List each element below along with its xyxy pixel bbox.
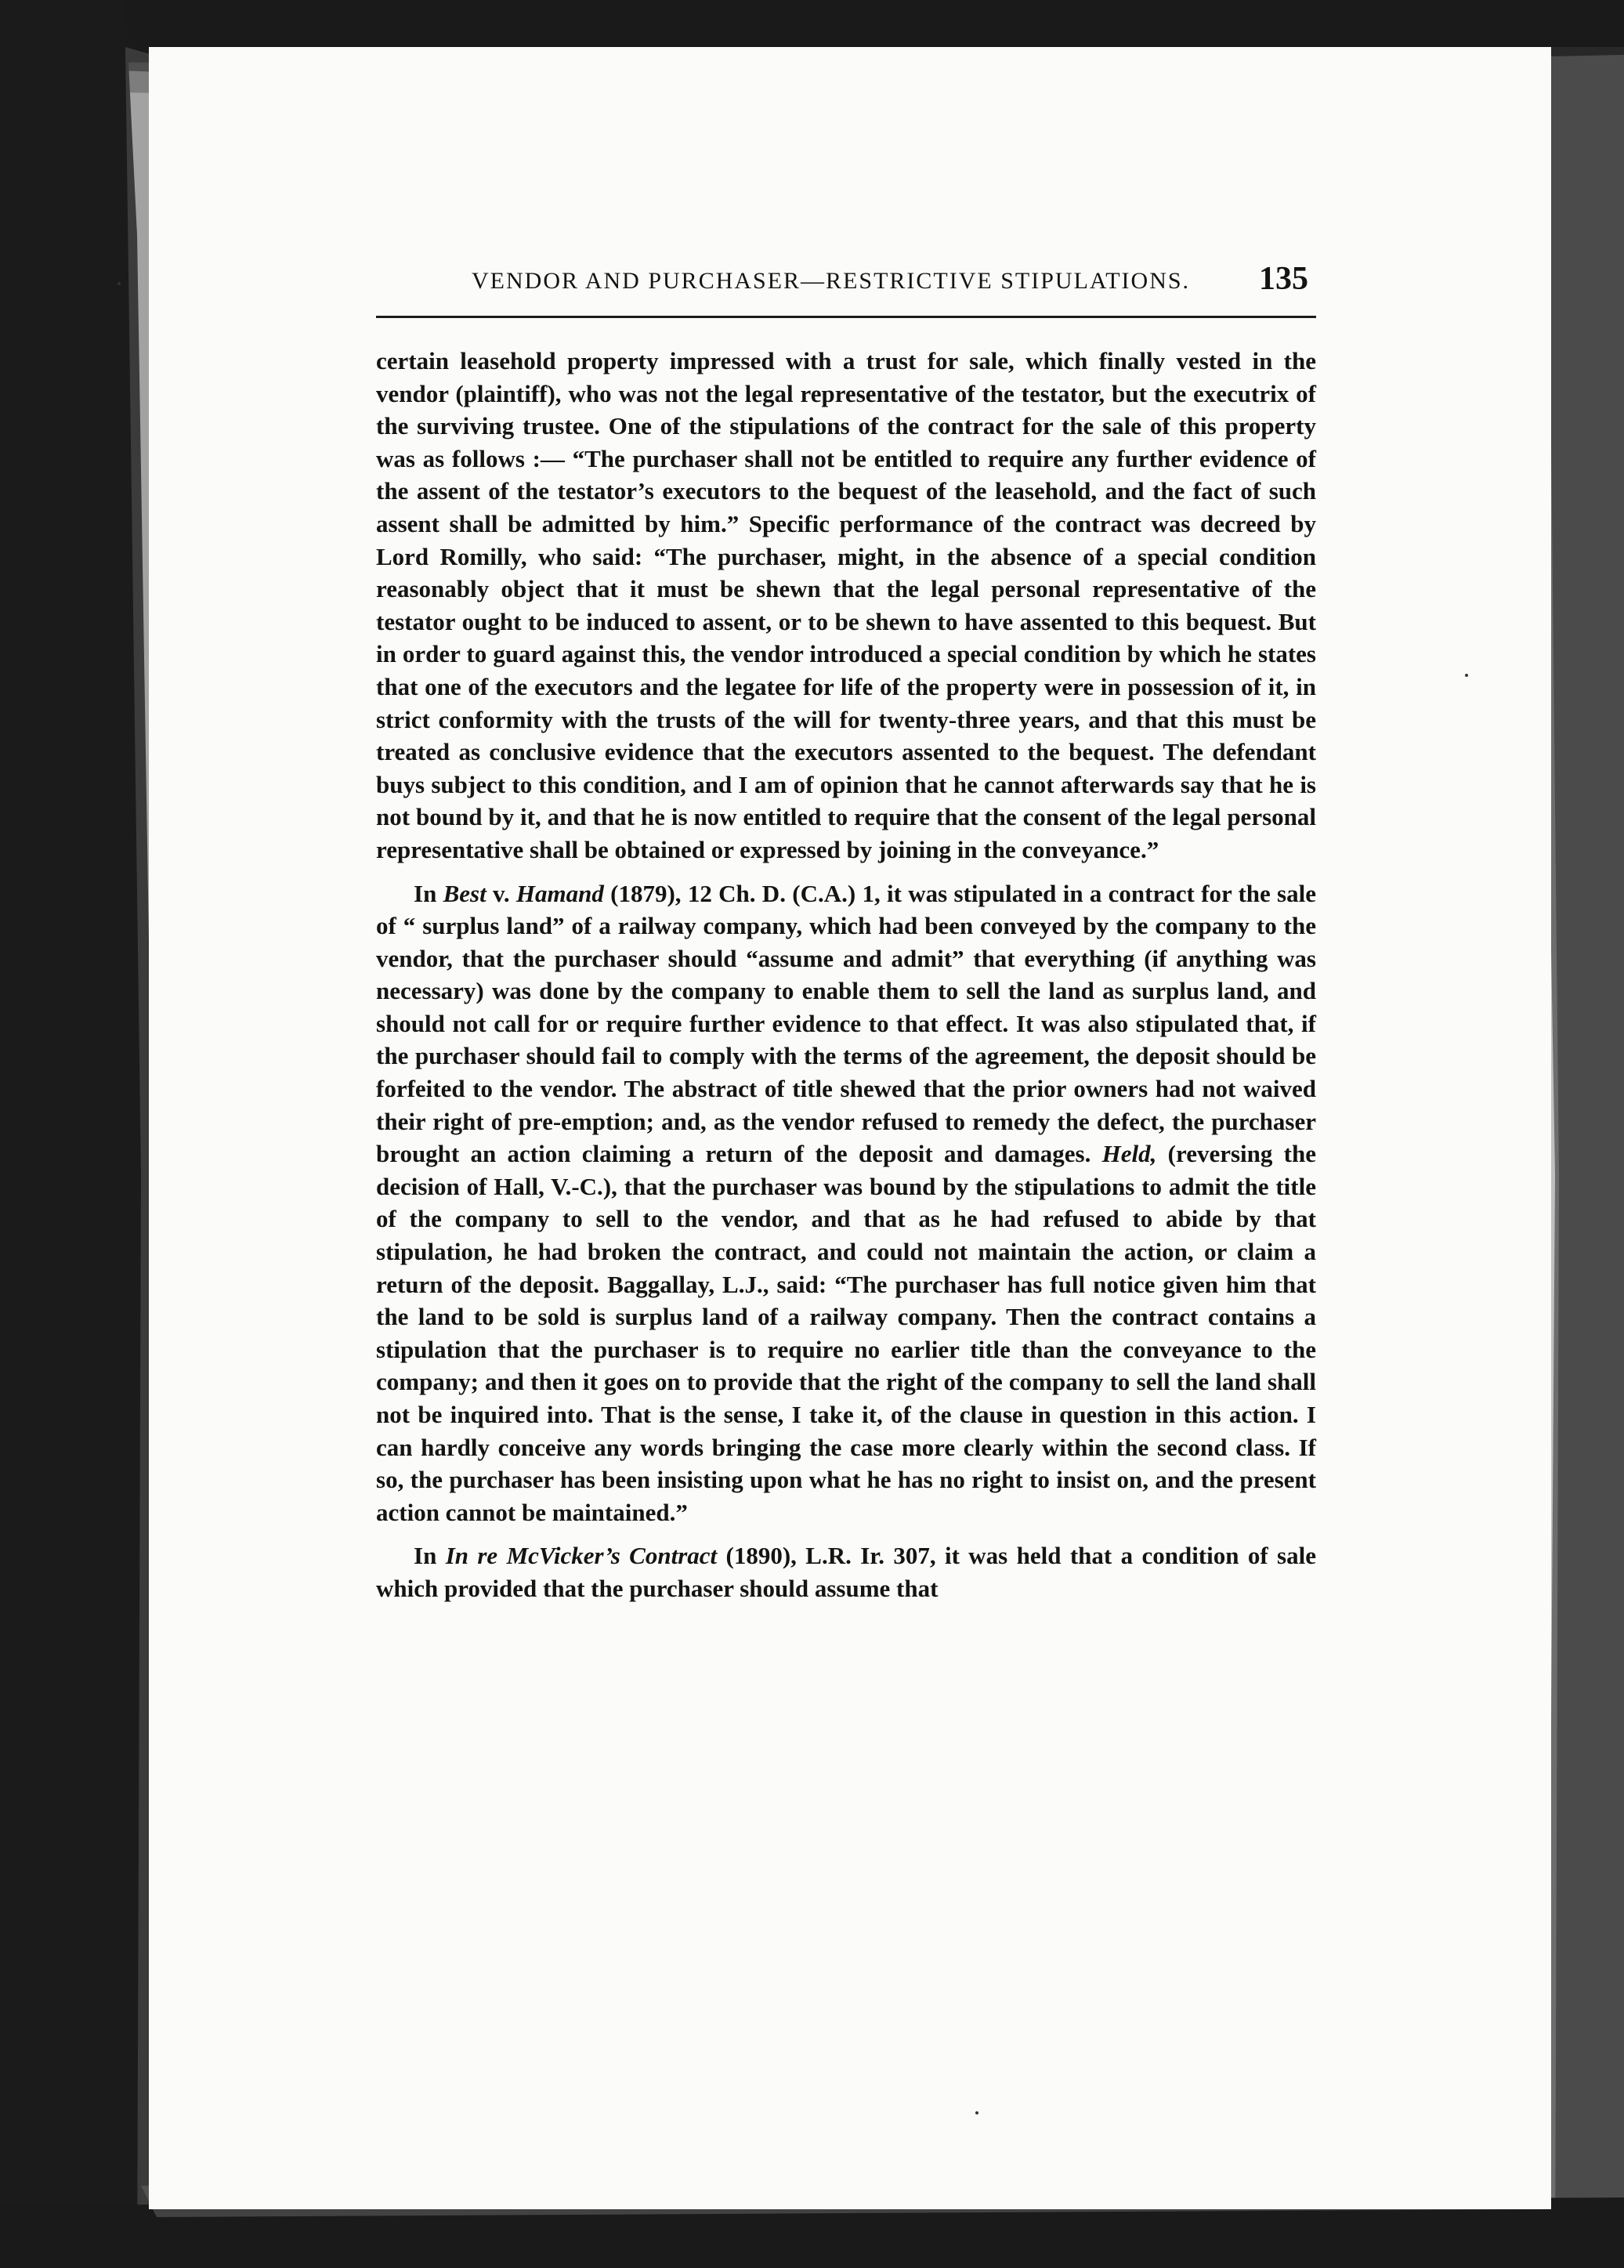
page-header (376, 235, 1316, 306)
speck-mark (975, 2111, 978, 2114)
paragraph-mcvicker (376, 1539, 1316, 1604)
paragraph-best-v-hamand (376, 877, 1316, 1529)
paragraph-text: (1890), L.R. Ir. 307, it was held that a condition of sale which provided that the purchaser should assume that (376, 1542, 1316, 1602)
page-number: 135 (1259, 261, 1308, 297)
speck-mark (1465, 674, 1468, 677)
paragraph-text-continued: (reversing the decision of Hall, V.-C.), that the purchaser was bound by the stipulations to admit the title of the company to sell to the vendor, and that as he had refused to abide by that stipulation, he had broken the contract, and could not maintain the action, or claim a return of the deposit. Baggallay, L.J., said: “The purchaser has full notice given him that the land to be sold is surplus land of a railway company. Then the contract contains a stipulation that the purchaser is to require no earlier title than the conveyance to the company; and then it goes on to provide that the right of the company to sell the land shall not be inquired into. That is the sense, I take it, of the clause in question in this action. I can hardly conceive any words bringing the case more clearly within the second class. If so, the purchaser has been insisting upon what he has no right to insist on, and the present action cannot be maintained.” (376, 1140, 1316, 1526)
speck-mark (118, 282, 121, 285)
paragraph-intro: In (414, 879, 443, 907)
header-rule (376, 316, 1316, 318)
body-text (376, 345, 1316, 1605)
case-name-best: Best (443, 879, 486, 907)
running-head: VENDOR AND PURCHASER—RESTRICTIVE STIPULATIONS. (472, 268, 1191, 294)
paragraph-text: (1879), 12 Ch. D. (C.A.) 1, it was stipulated in a contract for the sale of “ surplus land” of a railway company, which had been conveyed by the company to the vendor, that the purchaser should “assume and admit” that everything (if anything was necessary) was done by the company to enable them to sell the land as surplus land, and should not call for or require further evidence to that effect. It was also stipulated that, if the purchaser should fail to comply with the terms of the agreement, the deposit should be forfeited to the vendor. The abstract of title shewed that the prior owners had not waived their right of pre-emption; and, as the vendor refused to remedy the defect, the purchaser brought an action claiming a return of the deposit and damages. (376, 879, 1316, 1168)
paragraph-continuation: certain leasehold property impressed with a trust for sale, which finally vested in the vendor (plaintiff), who was not the legal representative of the testator, but the executrix of the surviving trustee. One of the stipulations of the contract for the sale of this property was as follows :— “The purchaser shall not be entitled to require any further evidence of the assent of the testator’s executors to the bequest of the leasehold, and the fact of such assent shall be admitted by him.” Specific performance of the contract was decreed by Lord Romilly, who said: “The purchaser, might, in the absence of a special condition reasonably object that it must be shewn that the legal personal representative of the testator ought to be induced to assent, or to be shewn to have assented to this bequest. But in order to guard against this, the vendor introduced a special condition by which he states that one of the executors and the legatee for life of the property were in possession of it, in strict conformity with the trusts of the will for twenty-three years, and that this must be treated as conclusive evidence that the executors assented to the bequest. The defendant buys subject to this condition, and I am of opinion that he cannot afterwards say that he is not bound by it, and that he is now entitled to require that the consent of the legal personal representative shall be obtained or expressed by joining in the conveyance.” (376, 347, 1316, 863)
held-label: Held, (1101, 1140, 1157, 1168)
paragraph-intro: In (414, 1542, 446, 1570)
versus-text: v. (486, 879, 516, 907)
case-name-hamand: Hamand (515, 879, 604, 907)
case-name-mcvicker: In re McVicker’s Contract (445, 1542, 718, 1570)
